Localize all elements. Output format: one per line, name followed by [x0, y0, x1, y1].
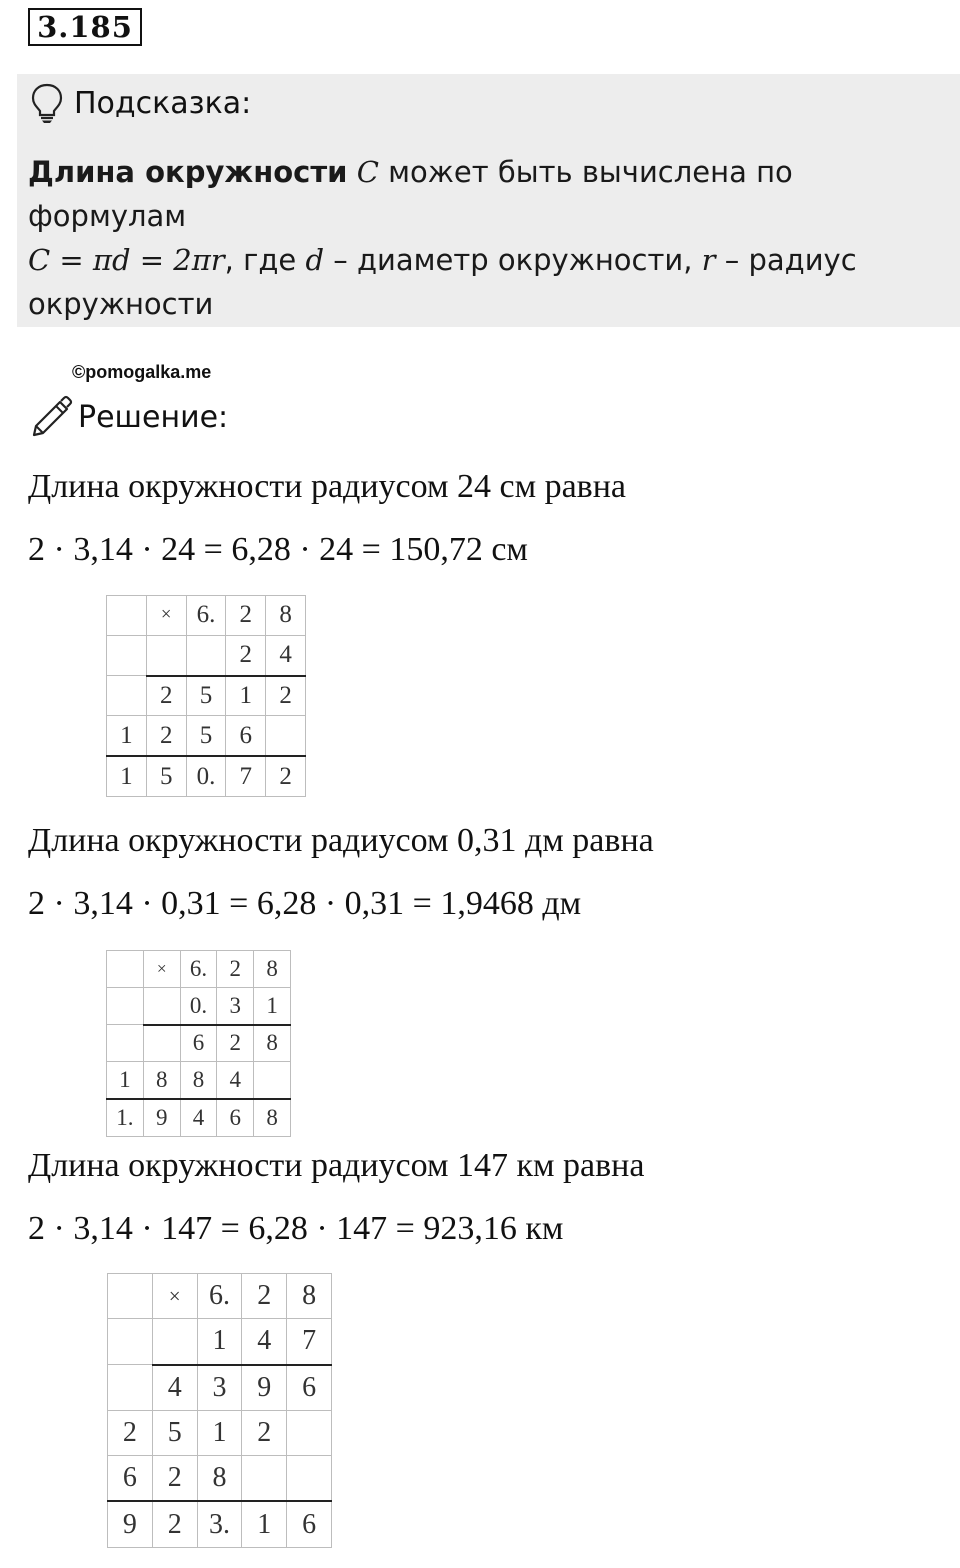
grid-cell: 6 [287, 1365, 332, 1411]
grid-cell [107, 635, 147, 675]
hint-text-2: , где [224, 243, 297, 277]
grid-row [107, 756, 306, 796]
grid-cell: 2 [266, 756, 306, 796]
grid-cell: 4 [152, 1365, 197, 1411]
grid-cell: 8 [143, 1062, 180, 1099]
part-2-calculation: 2 · 3,14 · 0,31 = 6,28 · 0,31 = 1,9468 дм [28, 885, 582, 922]
grid-cell: 1 [107, 716, 147, 756]
grid-cell: 3 [197, 1365, 242, 1411]
grid-row [108, 1456, 332, 1502]
part-3-statement: Длина окружности радиусом 147 км равна [28, 1147, 645, 1184]
grid-row [108, 1319, 332, 1365]
grid-cell: 8 [287, 1274, 332, 1319]
grid-cell: 2 [226, 635, 266, 675]
hint-text-1: может быть вычислена по формулам [28, 155, 793, 233]
grid-cell: 8 [254, 951, 291, 988]
grid-cell [108, 1319, 153, 1365]
grid-cell: 7 [287, 1319, 332, 1365]
grid-cell [152, 1319, 197, 1365]
grid-cell [186, 635, 226, 675]
hint-formula: C = πd = 2πr [28, 243, 225, 277]
multiplication-table [107, 1273, 332, 1548]
grid-cell: 4 [242, 1319, 287, 1365]
grid-cell: 9 [108, 1501, 153, 1547]
grid-row [107, 676, 306, 716]
grid-cell: 2 [152, 1456, 197, 1502]
grid-cell [107, 951, 144, 988]
grid-cell: 2 [146, 676, 186, 716]
grid-cell [107, 1025, 144, 1062]
multiplication-table [106, 595, 306, 797]
grid-cell: 2 [242, 1410, 287, 1455]
grid-cell [107, 987, 144, 1024]
grid-cell [146, 635, 186, 675]
pencil-icon [30, 394, 74, 438]
grid-cell: 2 [108, 1410, 153, 1455]
grid-row [107, 1025, 291, 1062]
grid-row [107, 1099, 291, 1136]
grid-cell: 2 [217, 951, 254, 988]
grid-cell [242, 1456, 287, 1502]
grid-cell: 1. [107, 1099, 144, 1136]
grid-row [107, 596, 306, 636]
grid-cell: 6 [108, 1456, 153, 1502]
grid-cell [107, 596, 147, 636]
grid-row [107, 635, 306, 675]
grid-cell: 6. [197, 1274, 242, 1319]
grid-cell: 5 [152, 1410, 197, 1455]
watermark: ©pomogalka.me [72, 362, 212, 382]
grid-cell: 1 [254, 987, 291, 1024]
grid-cell [254, 1062, 291, 1099]
grid-row [108, 1501, 332, 1547]
grid-row [108, 1365, 332, 1411]
grid-cell: 8 [254, 1099, 291, 1136]
grid-cell: 2 [242, 1274, 287, 1319]
grid-row [108, 1274, 332, 1319]
solution-title: Решение: [78, 400, 229, 435]
grid-cell: 8 [197, 1456, 242, 1502]
grid-row [107, 987, 291, 1024]
grid-cell: 6 [180, 1025, 217, 1062]
grid-cell: 3. [197, 1501, 242, 1547]
grid-cell: 4 [217, 1062, 254, 1099]
lightbulb-icon [30, 82, 64, 124]
hint-term: Длина окружности [28, 155, 348, 189]
grid-cell [108, 1365, 153, 1411]
grid-cell: 1 [226, 676, 266, 716]
grid-cell: 9 [242, 1365, 287, 1411]
multiply-sign: × [146, 596, 186, 636]
part-1-calculation: 2 · 3,14 · 24 = 6,28 · 24 = 150,72 см [28, 531, 528, 568]
multiply-sign: × [143, 951, 180, 988]
grid-cell: 1 [242, 1501, 287, 1547]
grid-cell: 0. [186, 756, 226, 796]
grid-row [107, 716, 306, 756]
grid-cell: 6 [226, 716, 266, 756]
multiply-sign: × [152, 1274, 197, 1319]
task-number: 3.185 [28, 8, 142, 46]
grid-cell [287, 1456, 332, 1502]
grid-cell: 8 [254, 1025, 291, 1062]
grid-cell: 3 [217, 987, 254, 1024]
grid-cell: 8 [266, 596, 306, 636]
grid-cell: 1 [107, 756, 147, 796]
hint-text [28, 150, 948, 326]
grid-row [108, 1410, 332, 1455]
grid-cell: 5 [186, 716, 226, 756]
grid-cell: 6 [217, 1099, 254, 1136]
hint-text-3: – диаметр окружности, [333, 243, 693, 277]
grid-cell: 2 [226, 596, 266, 636]
grid-cell [266, 716, 306, 756]
grid-cell [107, 676, 147, 716]
grid-cell: 6 [287, 1501, 332, 1547]
part-3-calculation: 2 · 3,14 · 147 = 6,28 · 147 = 923,16 км [28, 1210, 564, 1247]
grid-cell: 6. [180, 951, 217, 988]
grid-cell [287, 1410, 332, 1455]
hint-title: Подсказка: [74, 86, 252, 121]
var-r: r [701, 243, 716, 277]
grid-cell: 2 [152, 1501, 197, 1547]
grid-cell [143, 987, 180, 1024]
grid-cell: 9 [143, 1099, 180, 1136]
hint-text-4: – радиус окружности [28, 243, 857, 321]
part-1-statement: Длина окружности радиусом 24 см равна [28, 468, 627, 505]
part-2-statement: Длина окружности радиусом 0,31 дм равна [28, 822, 654, 859]
grid-cell: 7 [226, 756, 266, 796]
multiplication-table [106, 950, 291, 1137]
var-c: C [356, 155, 379, 189]
grid-cell: 5 [186, 676, 226, 716]
grid-cell: 6. [186, 596, 226, 636]
grid-cell: 1 [197, 1410, 242, 1455]
grid-cell: 1 [197, 1319, 242, 1365]
grid-row [107, 951, 291, 988]
grid-row [107, 1062, 291, 1099]
grid-cell: 2 [266, 676, 306, 716]
grid-cell: 1 [107, 1062, 144, 1099]
grid-cell: 0. [180, 987, 217, 1024]
grid-cell: 4 [266, 635, 306, 675]
grid-cell: 5 [146, 756, 186, 796]
grid-cell: 2 [146, 716, 186, 756]
var-d: d [305, 243, 325, 277]
grid-cell [108, 1274, 153, 1319]
grid-cell: 8 [180, 1062, 217, 1099]
grid-cell [143, 1025, 180, 1062]
grid-cell: 4 [180, 1099, 217, 1136]
grid-cell: 2 [217, 1025, 254, 1062]
